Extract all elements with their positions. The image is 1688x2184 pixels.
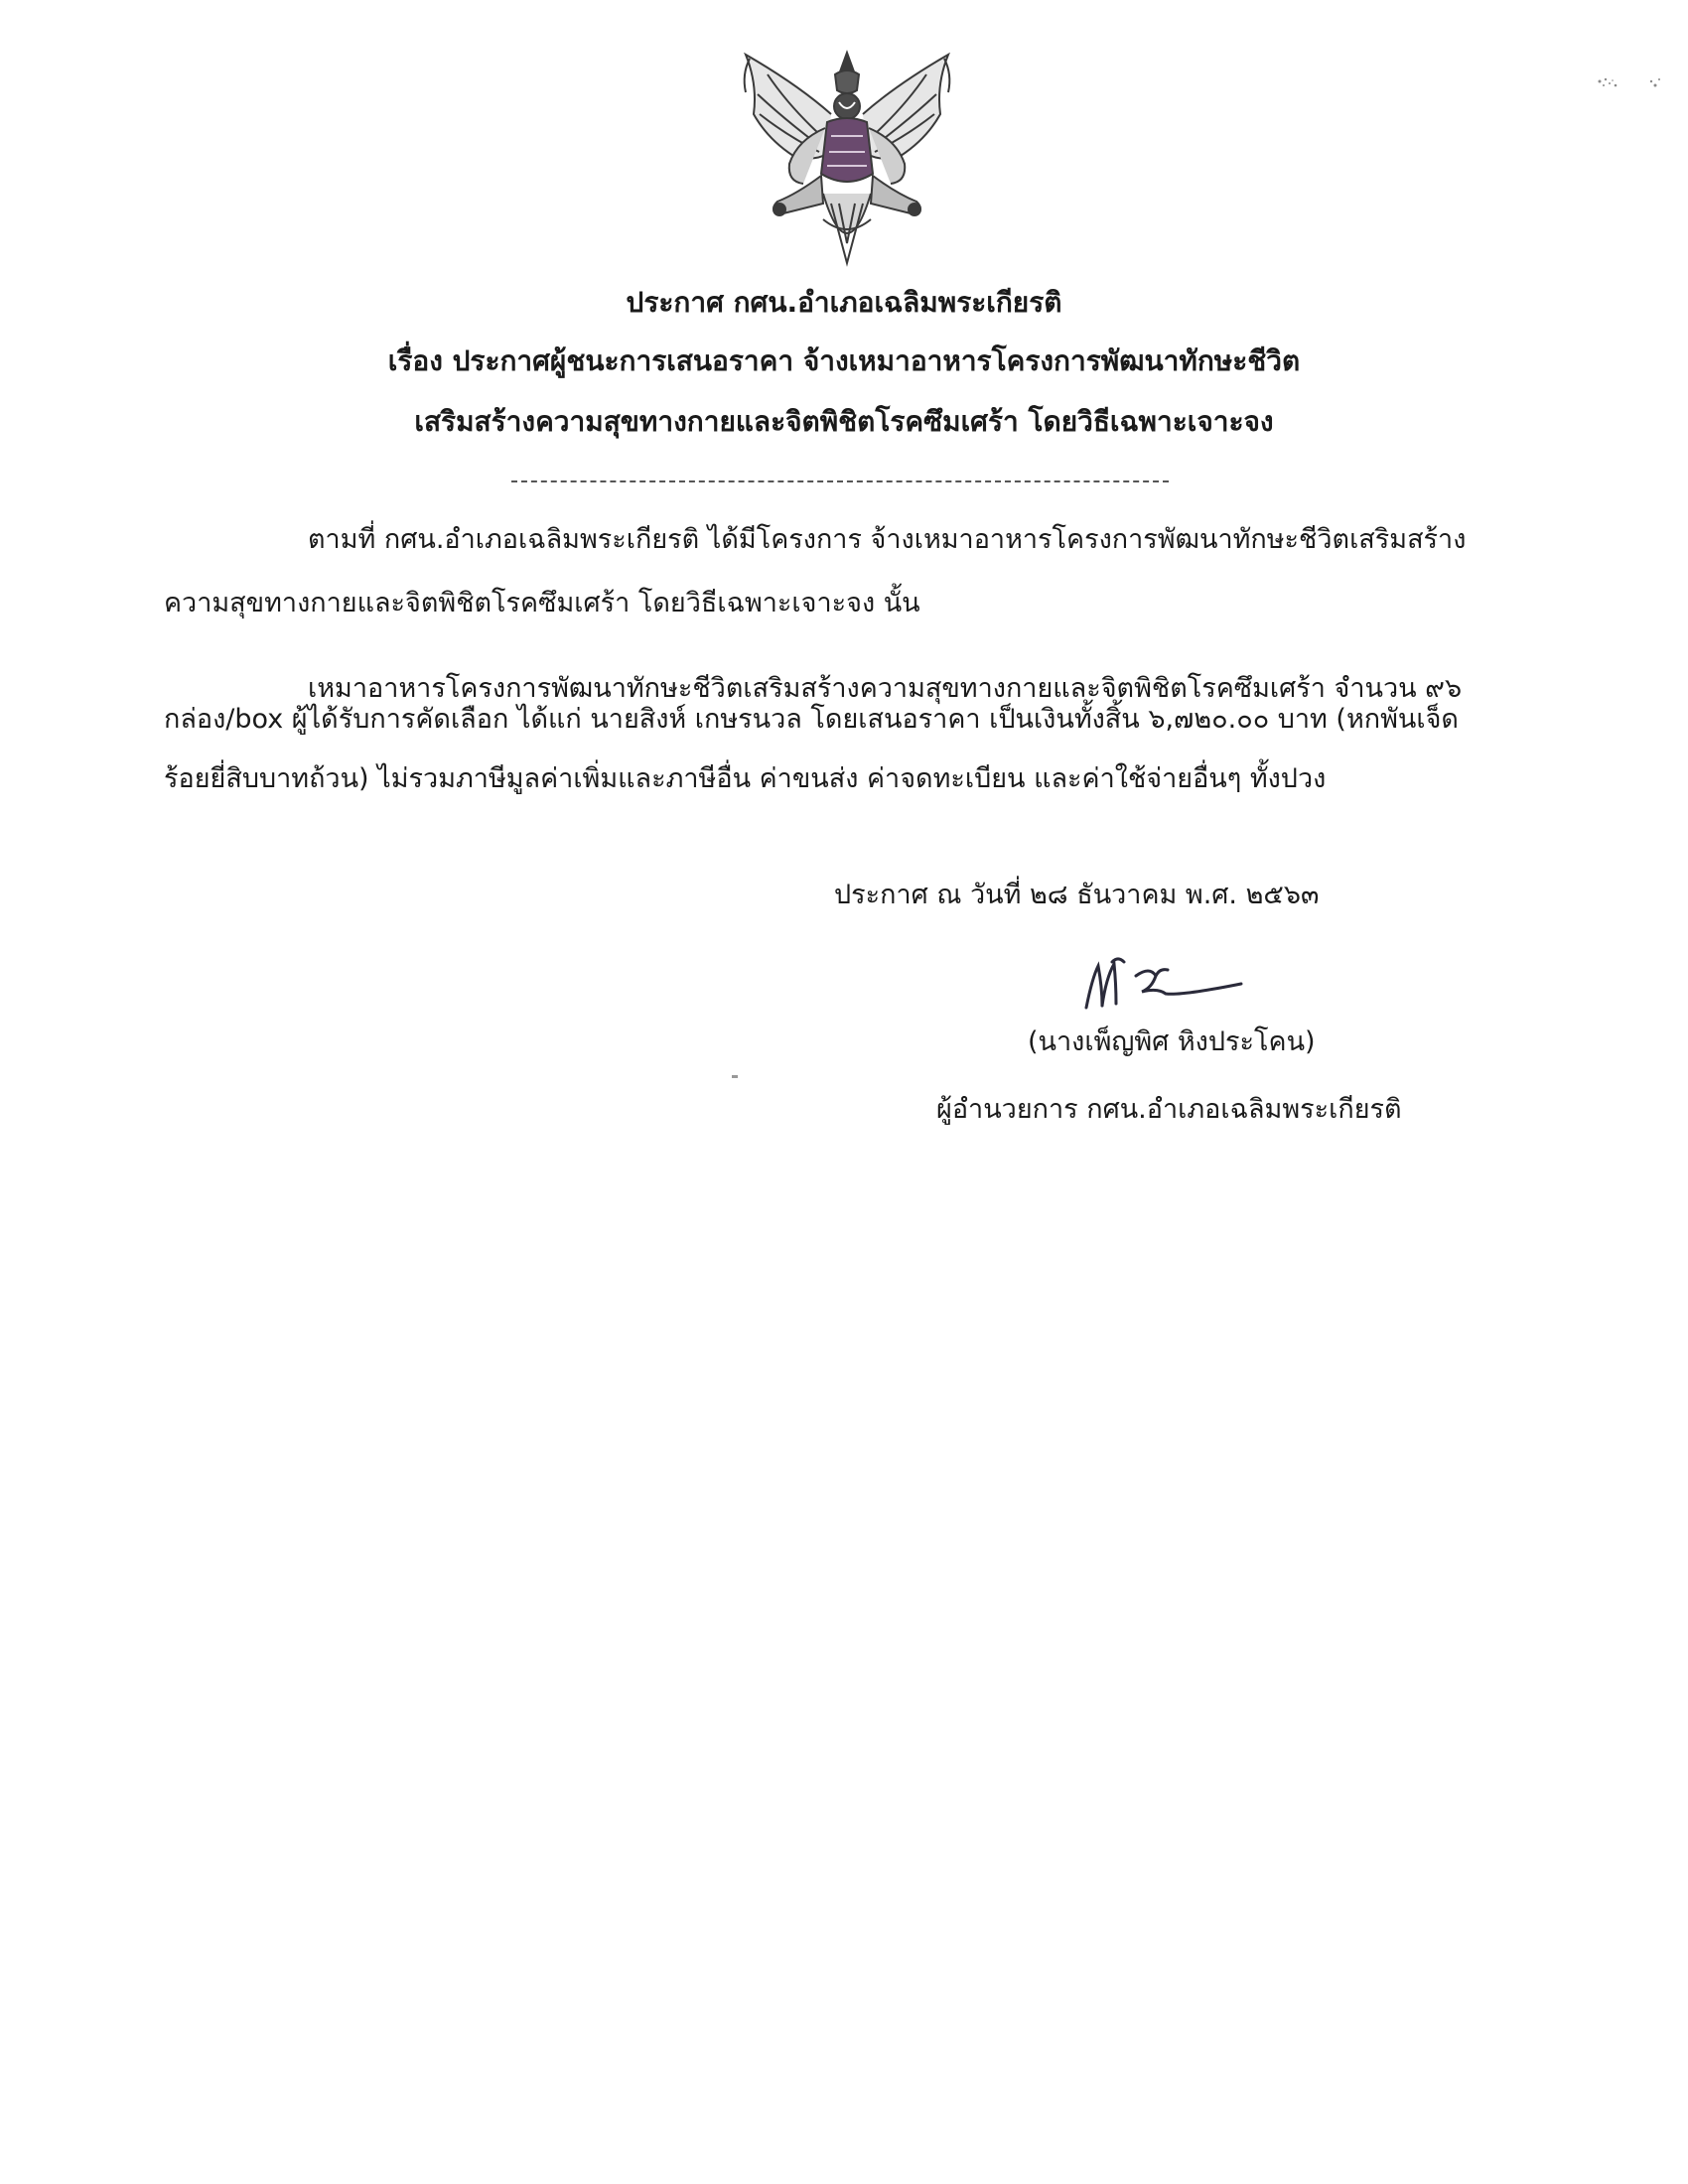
paragraph-2-line-2: กล่อง/box ผู้ได้รับการคัดเลือก ได้แก่ นายสิงห์ เกษรนวล โดยเสนอราคา เป็นเงินทั้งสิ้น ๖,๗๒๐.๐๐ บาท (หกพันเจ็ด: [164, 704, 1459, 735]
scan-dot: [732, 1075, 738, 1078]
signer-name: (นางเพ็ญพิศ หิงประโคน): [1028, 1026, 1316, 1057]
paragraph-2-line-3: ร้อยยี่สิบบาทถ้วน) ไม่รวมภาษีมูลค่าเพิ่มและภาษีอื่น ค่าขนส่ง ค่าจดทะเบียน และค่าใช้จ่ายอื่นๆ ทั้งปวง: [164, 763, 1327, 794]
signer-title: ผู้อำนวยการ กศน.อำเภอเฉลิมพระเกียรติ: [936, 1094, 1402, 1125]
paragraph-1-line-2: ความสุขทางกายและจิตพิชิตโรคซึมเศร้า โดยวิธีเฉพาะเจาะจง นั้น: [164, 588, 920, 618]
handwritten-signature: [1072, 948, 1251, 1027]
garuda-emblem-icon: [728, 45, 966, 283]
paragraph-1-line-1: ตามที่ กศน.อำเภอเฉลิมพระเกียรติ ได้มีโครงการ จ้างเหมาอาหารโครงการพัฒนาทักษะชีวิตเสริมสร้าง: [308, 524, 1467, 555]
announcement-date: ประกาศ ณ วันที่ ๒๘ ธันวาคม พ.ศ. ๒๕๖๓: [834, 880, 1320, 910]
paragraph-2-line-1: เหมาอาหารโครงการพัฒนาทักษะชีวิตเสริมสร้างความสุขทางกายและจิตพิชิตโรคซึมเศร้า จำนวน ๙๖: [308, 673, 1463, 704]
announcement-title: ประกาศ กศน.อำเภอเฉลิมพระเกียรติ: [626, 286, 1062, 319]
heading-divider: [511, 480, 1169, 482]
announcement-subject-line-2: เสริมสร้างความสุขทางกายและจิตพิชิตโรคซึมเศร้า โดยวิธีเฉพาะเจาะจง: [414, 405, 1274, 438]
scan-speck: [1594, 71, 1663, 97]
announcement-subject-line-1: เรื่อง ประกาศผู้ชนะการเสนอราคา จ้างเหมาอาหารโครงการพัฒนาทักษะชีวิต: [387, 344, 1301, 377]
